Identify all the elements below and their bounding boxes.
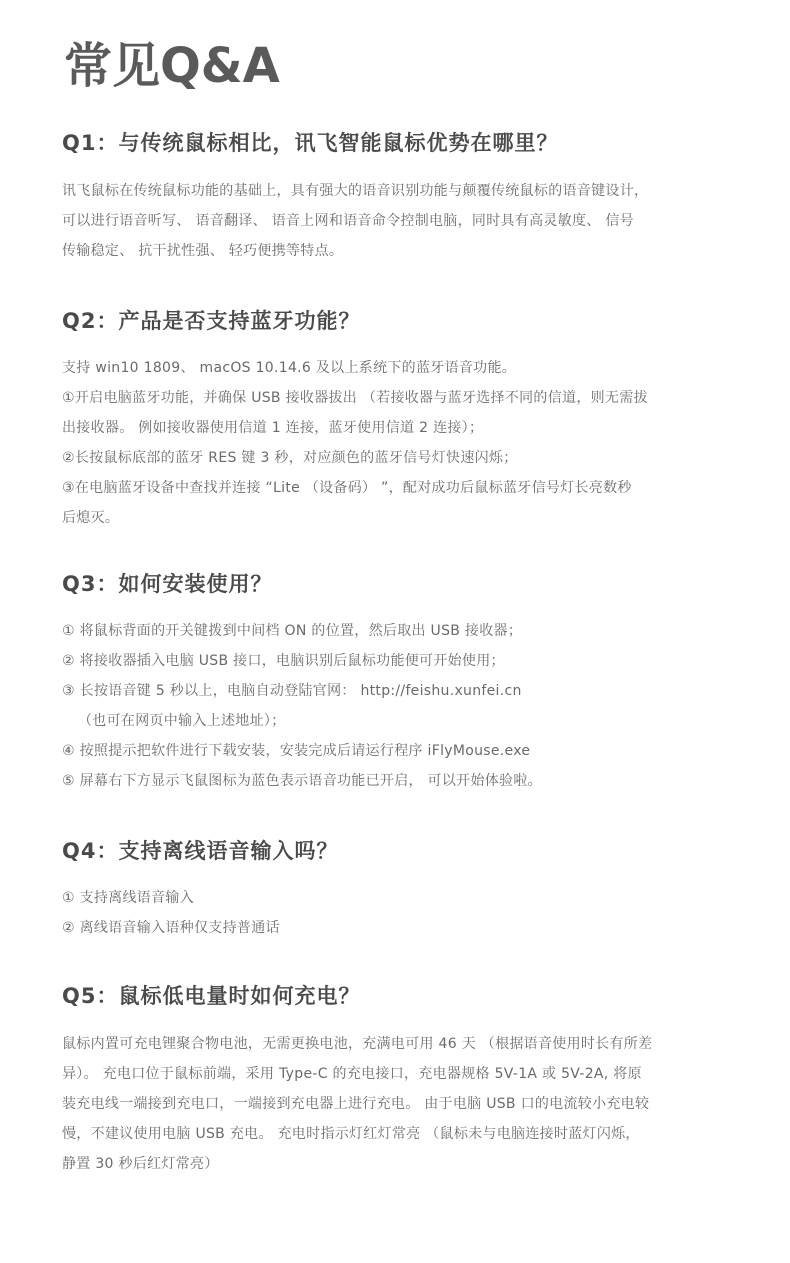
faq-item-q2: [62, 306, 722, 533]
answer-line: （也可在网页中输入上述地址）；: [78, 713, 286, 729]
faq-question: Q5：鼠标低电量时如何充电？: [62, 984, 361, 1008]
faq-question: Q4：支持离线语音输入吗？: [62, 839, 339, 863]
faq-answer: [62, 883, 722, 943]
answer-line: 出接收器。 例如接收器使用信道 1 连接，蓝牙使用信道 2 连接）；: [62, 420, 484, 436]
faq-item-q5: [62, 981, 722, 1179]
answer-line: ③ 长按语音键 5 秒以上，电脑自动登陆官网： http://feishu.xunfei.cn: [62, 683, 522, 699]
faq-item-q3: [62, 569, 722, 796]
answer-line: 传输稳定、 抗干扰性强、 轻巧便携等特点。: [62, 243, 344, 259]
answer-line: 支持 win10 1809、 macOS 10.14.6 及以上系统下的蓝牙语音功能。: [62, 360, 517, 376]
answer-line: ③在电脑蓝牙设备中查找并连接 “Lite （设备码） ”，配对成功后鼠标蓝牙信号灯长亮数秒: [62, 480, 632, 496]
answer-line: 慢，不建议使用电脑 USB 充电。 充电时指示灯红灯常亮 （鼠标未与电脑连接时蓝灯闪烁，: [62, 1126, 640, 1142]
answer-line: 讯飞鼠标在传统鼠标功能的基础上，具有强大的语音识别功能与颠覆传统鼠标的语音键设计，: [62, 183, 649, 199]
faq-question: Q2：产品是否支持蓝牙功能？: [62, 309, 361, 333]
answer-line: 异）。 充电口位于鼠标前端，采用 Type-C 的充电接口，充电器规格 5V-1A 或 5V-2A, 将原: [62, 1066, 642, 1082]
faq-item-q1: [62, 128, 722, 266]
answer-line: ② 离线语音输入语种仅支持普通话: [62, 920, 280, 936]
answer-line: ① 将鼠标背面的开关键拨到中间档 ON 的位置，然后取出 USB 接收器；: [62, 623, 523, 639]
page-title: 常见Q&A: [64, 38, 280, 94]
answer-line: 后熄灭。: [62, 510, 120, 526]
answer-line: ① 支持离线语音输入: [62, 890, 195, 906]
answer-line: ② 将接收器插入电脑 USB 接口，电脑识别后鼠标功能便可开始使用；: [62, 653, 505, 669]
answer-line: 装充电线一端接到充电口，一端接到充电器上进行充电。 由于电脑 USB 口的电流较小充电较: [62, 1096, 650, 1112]
answer-line: 鼠标内置可充电锂聚合物电池，无需更换电池，充满电可用 46 天 （根据语音使用时长有所差: [62, 1036, 653, 1052]
answer-line: ⑤ 屏幕右下方显示飞鼠图标为蓝色表示语音功能已开启， 可以开始体验啦。: [62, 773, 542, 789]
faq-question: Q1：与传统鼠标相比，讯飞智能鼠标优势在哪里？: [62, 131, 559, 155]
faq-question: Q3：如何安装使用？: [62, 572, 273, 596]
answer-line: 静置 30 秒后红灯常亮）: [62, 1156, 219, 1172]
faq-answer: [62, 1029, 722, 1179]
faq-answer: [62, 616, 722, 796]
answer-line: 可以进行语音听写、 语音翻译、 语音上网和语音命令控制电脑，同时具有高灵敏度、 信号: [62, 213, 634, 229]
answer-line: ④ 按照提示把软件进行下载安装，安装完成后请运行程序 iFlyMouse.exe: [62, 743, 531, 759]
faq-answer: [62, 353, 722, 533]
faq-item-q4: [62, 836, 722, 943]
answer-line: ①开启电脑蓝牙功能，并确保 USB 接收器拔出 （若接收器与蓝牙选择不同的信道，则无需拔: [62, 390, 648, 406]
faq-answer: [62, 176, 722, 266]
answer-line: ②长按鼠标底部的蓝牙 RES 键 3 秒，对应颜色的蓝牙信号灯快速闪烁；: [62, 450, 518, 466]
